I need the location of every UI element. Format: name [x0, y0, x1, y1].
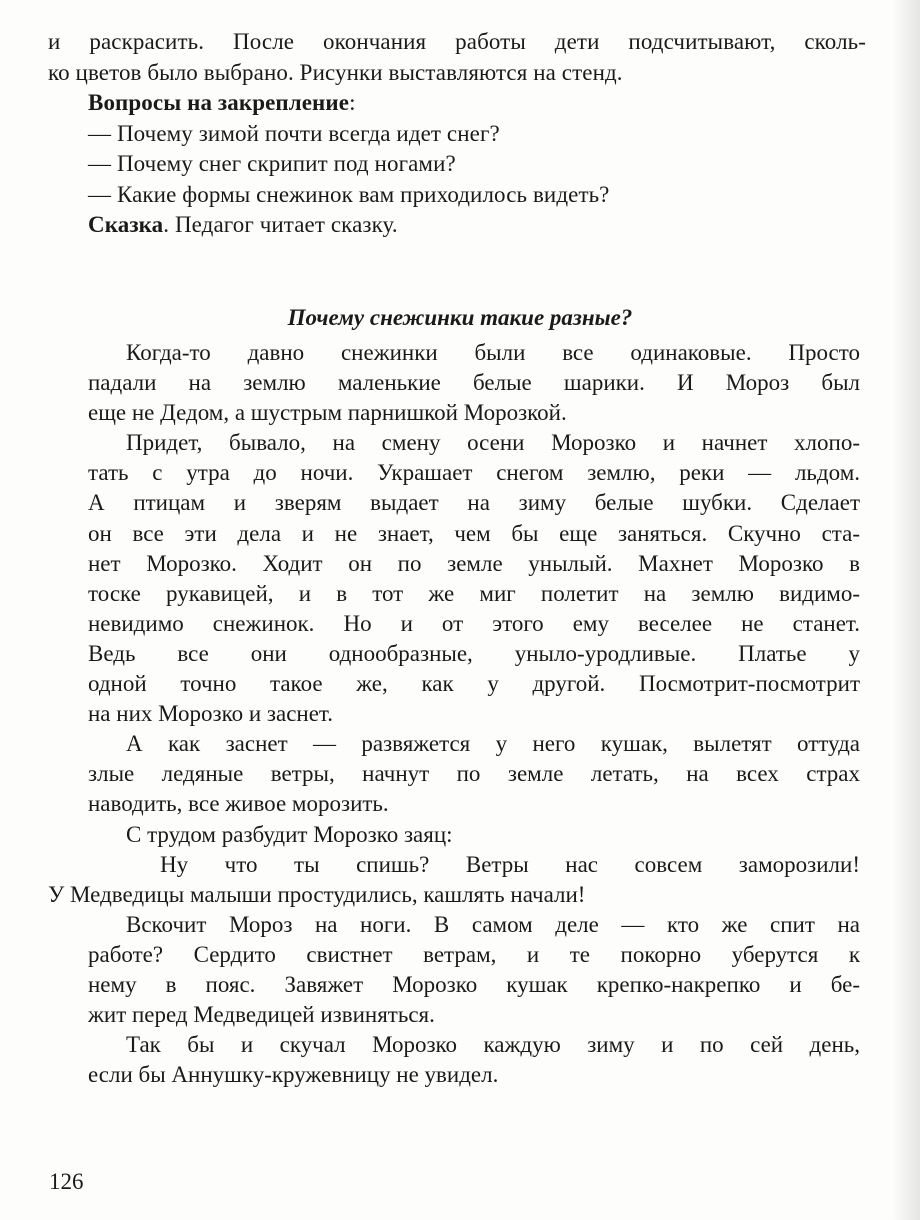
story-line: наводить, все живое морозить.: [88, 791, 389, 817]
story-line: работе? Сердито свистнет ветрам, и те покорно уберутся к: [88, 941, 860, 967]
story-line: Ну что ты спишь? Ветры нас совсем заморозили!: [160, 851, 860, 877]
story-line: Придет, бывало, на смену осени Морозко и начнет хлопо-: [126, 430, 860, 456]
story-line: А как заснет — развяжется у него кушак, вылетят оттуда: [126, 731, 860, 757]
story-line: нет Морозко. Ходит он по земле унылый. Махнет Морозко в: [88, 550, 860, 576]
tale-intro-text: . Педагог читает сказку.: [163, 212, 398, 237]
page-edge-shadow: [892, 0, 920, 1220]
story-line: на них Морозко и заснет.: [88, 701, 334, 727]
story-line: Когда-то давно снежинки были все одинаковые. Просто: [126, 340, 860, 365]
story-line: Вскочит Мороз на ноги. В самом деле — кто же спит на: [126, 911, 860, 937]
story-line: еще не Дедом, а шустрым парнишкой Морозкой.: [88, 400, 567, 426]
question-item-2: — Почему снег скрипит под ногами?: [88, 151, 456, 176]
top-paragraph-line-1: и раскрасить. После окончания работы дети подсчитывают, сколь-: [48, 29, 866, 54]
story-line: одной точно такое же, как у другой. Посмотрит-посмотрит: [88, 671, 860, 697]
top-text-block: [48, 27, 866, 241]
story-line: он все эти дела и не знает, чем бы еще заняться. Скучно ста-: [88, 520, 860, 546]
story-line: тать с утра до ночи. Украшает снегом землю, реки — льдом.: [88, 460, 860, 486]
story-line: С трудом разбудит Морозко заяц:: [126, 821, 453, 847]
story-line: жит перед Медведицей извиняться.: [88, 1002, 435, 1028]
story-line: тоске рукавицей, и в тот же миг полетит на землю видимо-: [88, 580, 860, 606]
story-line: Так бы и скучал Морозко каждую зиму и по сей день,: [126, 1032, 860, 1058]
story-line: если бы Аннушку-кружевницу не увидел.: [88, 1062, 499, 1088]
top-paragraph-line-2: ко цветов было выбрано. Рисунки выставляются на стенд.: [48, 59, 623, 85]
story-title: Почему снежинки такие разные?: [287, 305, 633, 330]
story-line: А птицам и зверям выдает на зиму белые шубки. Сделает: [88, 490, 860, 516]
tale-intro-line: [48, 210, 866, 241]
tale-intro-label: Сказка: [88, 212, 164, 237]
story-line: злые ледяные ветры, начнут по земле летать, на всех страх: [88, 761, 860, 787]
story-body: [48, 338, 860, 1090]
questions-heading: Вопросы на закрепление: [88, 90, 350, 115]
question-item-3: — Какие формы снежинок вам приходилось видеть?: [88, 181, 610, 207]
question-item-1: — Почему зимой почти всегда идет снег?: [88, 120, 500, 146]
story-line: падали на землю маленькие белые шарики. И Мороз был: [88, 370, 860, 396]
story-line: нему в пояс. Завяжет Морозко кушак крепко-накрепко и бе-: [88, 971, 860, 997]
story-line: У Медведицы малыши простудились, кашлять начали!: [48, 881, 586, 907]
story-line: Ведь все они однообразные, уныло-уродливые. Платье у: [88, 640, 860, 666]
page-number: 126: [49, 1169, 84, 1194]
questions-heading-colon: :: [349, 90, 356, 115]
questions-heading-line: [48, 88, 866, 119]
story-line: невидимо снежинок. Но и от этого ему веселее не станет.: [88, 610, 860, 636]
